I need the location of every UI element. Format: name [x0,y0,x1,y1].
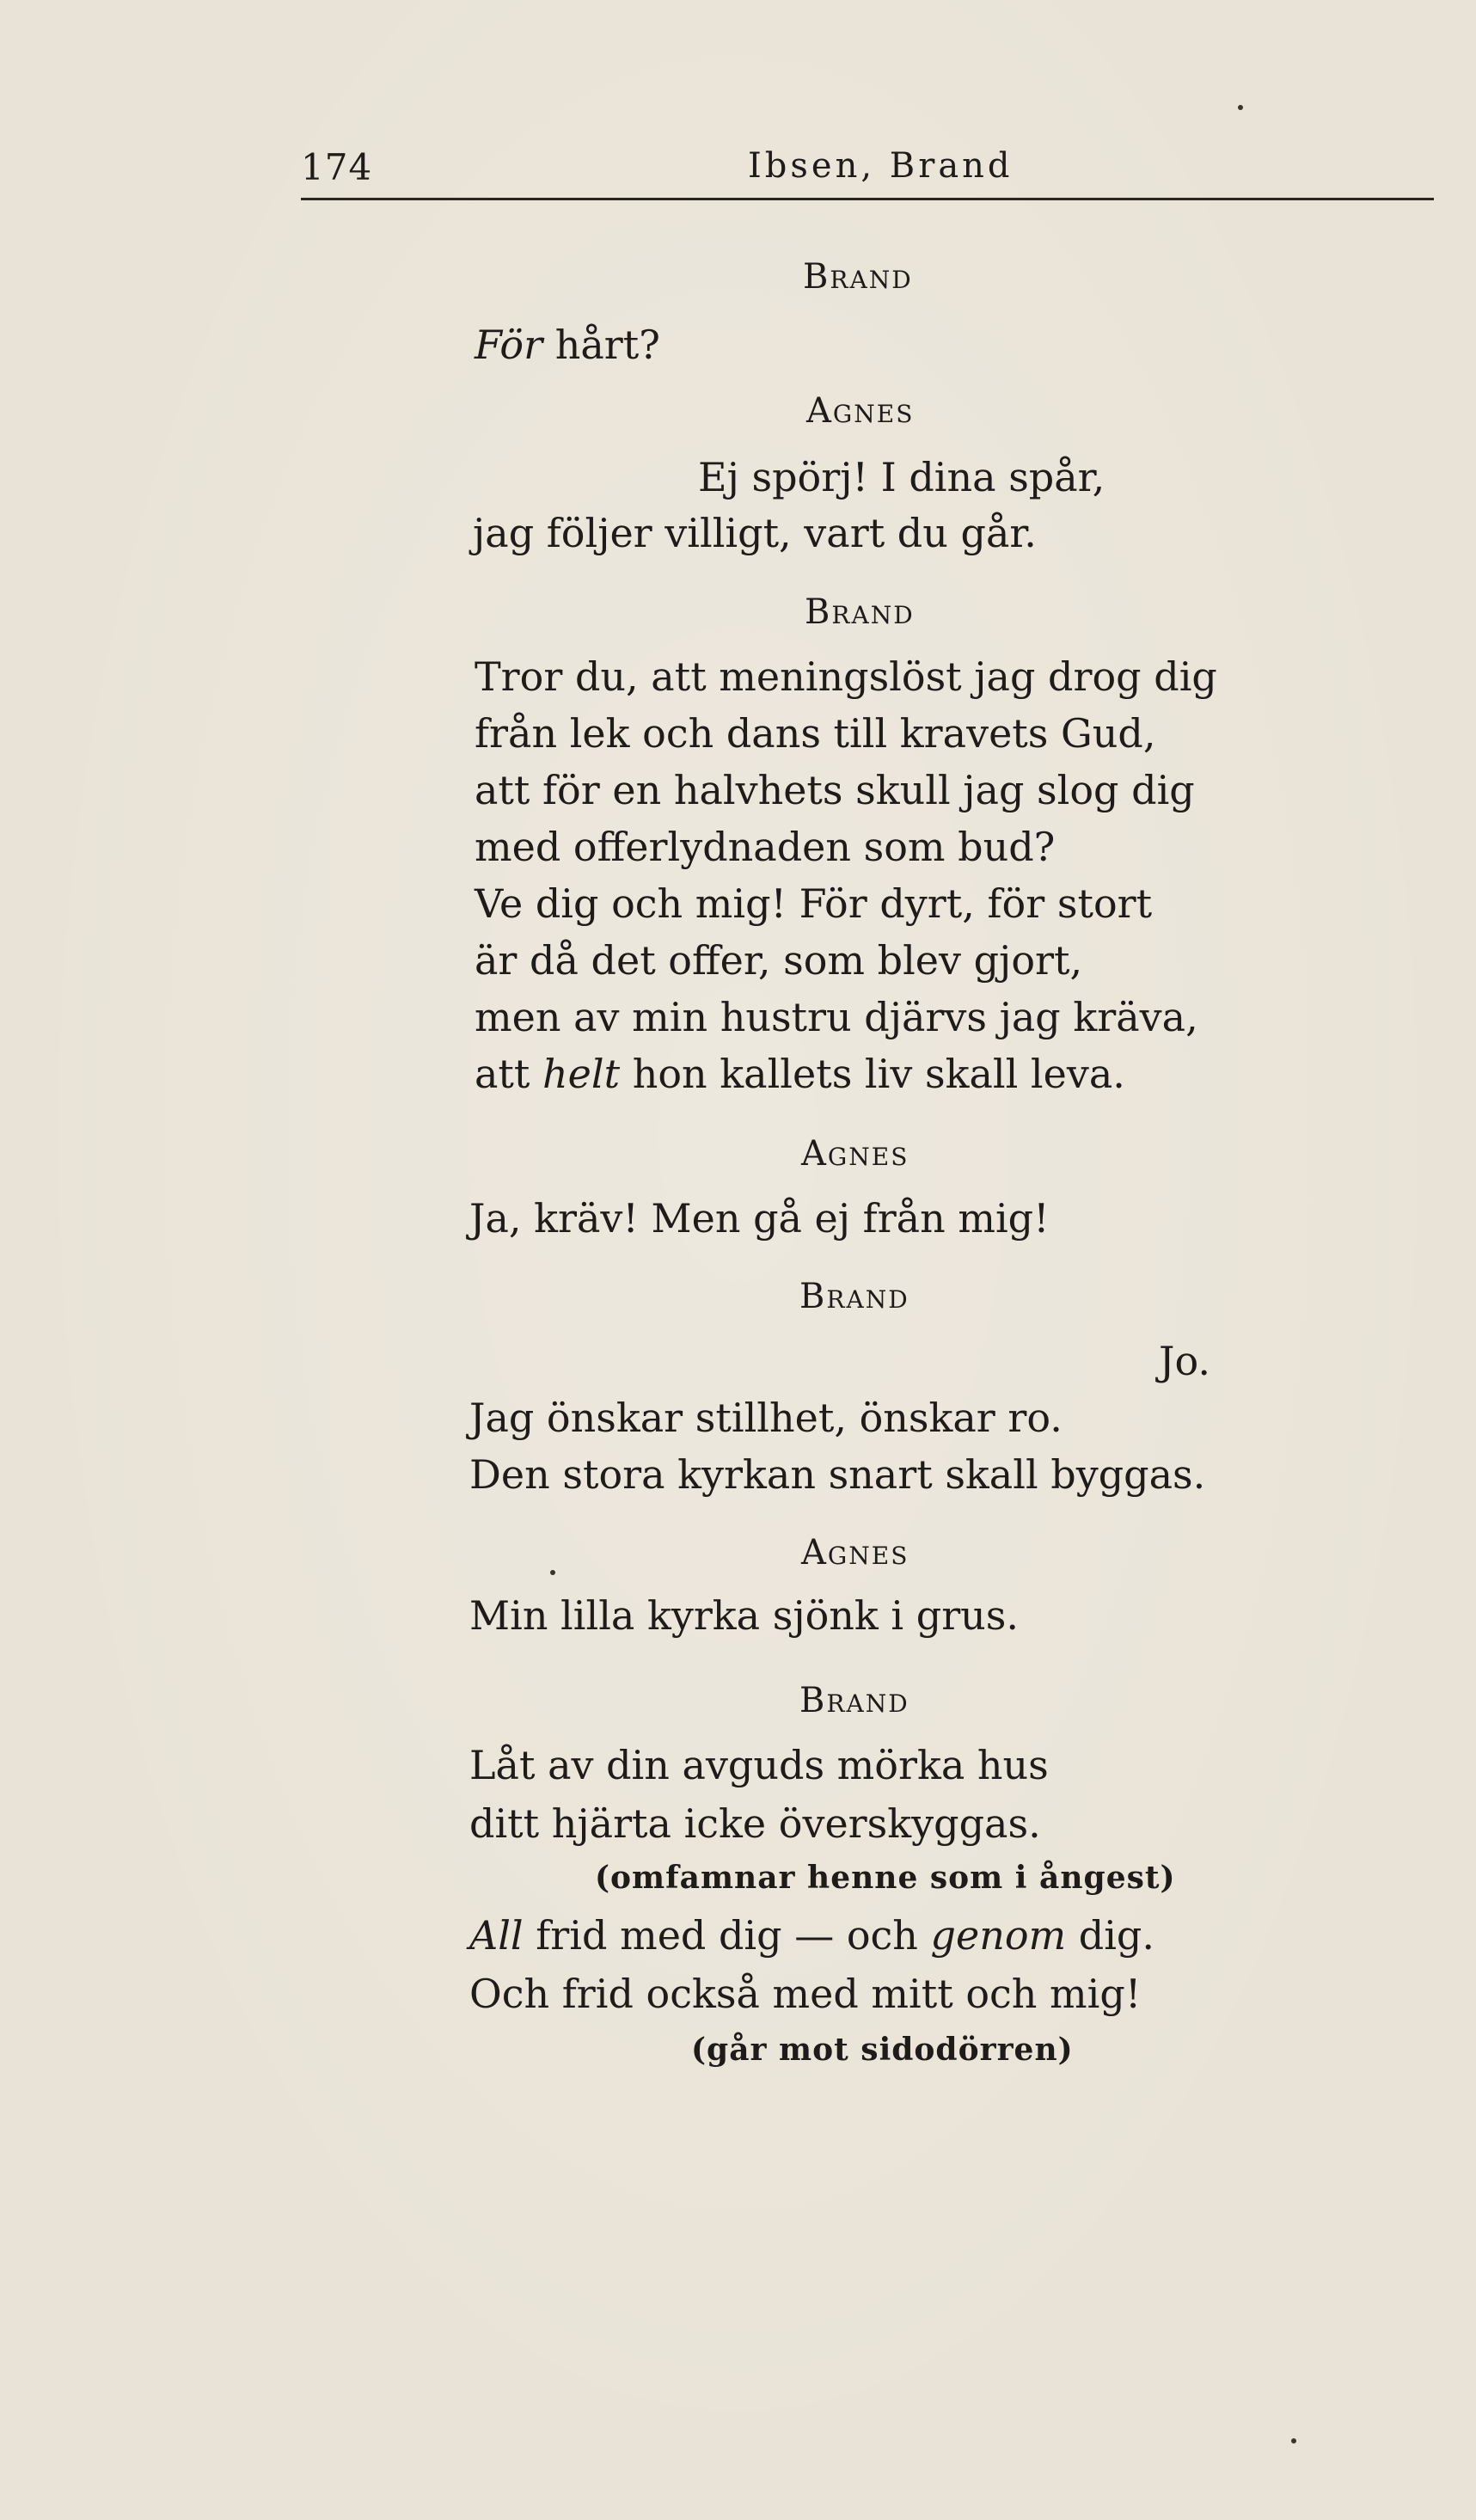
verse-line: Min lilla kyrka sjönk i grus. [469,1592,1020,1639]
speaker-agnes: Agnes [806,391,915,431]
verse-line: att helt hon kallets liv skall leva. [475,1051,1125,1097]
verse-line: Jag önskar stillhet, önskar ro. [469,1395,1063,1441]
page-header [301,138,1434,200]
verse-line: jag följer villigt, vart du går. [473,510,1037,556]
verse-line: men av min hustru djärvs jag kräva, [475,994,1198,1040]
stage-direction: (går mot sidodörren) [691,2032,1074,2068]
verse-line: Ej spörj! I dina spår, [698,454,1105,500]
paper-speck [1291,2438,1296,2443]
verse-line: För hårt? [475,322,660,368]
speaker-brand: Brand [799,1681,909,1720]
verse-line: ditt hjärta icke överskyggas. [469,1800,1041,1847]
verse-line: Ve dig och mig! För dyrt, för stort [475,880,1153,927]
speaker-agnes: Agnes [801,1134,909,1174]
verse-line: Tror du, att meningslöst jag drog dig [475,653,1217,700]
verse-line: med offerlydnaden som bud? [475,824,1056,870]
running-head: Ibsen, Brand [748,146,1014,186]
speaker-brand: Brand [803,257,913,297]
speaker-agnes: Agnes [801,1533,909,1573]
speaker-brand: Brand [799,1277,909,1316]
verse-line: från lek och dans till kravets Gud, [475,710,1156,757]
paper-speck [1238,105,1243,110]
verse-line: Den stora kyrkan snart skall byggas. [469,1451,1206,1498]
speaker-brand: Brand [805,592,915,632]
verse-line: Ja, kräv! Men gå ej från mig! [469,1195,1050,1242]
verse-line: Låt av din avguds mörka hus [469,1742,1049,1788]
page-number: 174 [301,146,373,188]
verse-line: att för en halvhets skull jag slog dig [475,767,1195,813]
verse-line: är då det offer, som blev gjort, [475,937,1083,984]
paper-speck [550,1570,555,1575]
verse-line: All frid med dig — och genom dig. [469,1912,1155,1959]
verse-line: Och frid också med mitt och mig! [469,1971,1142,2017]
verse-line: Jo. [1159,1338,1210,1384]
stage-direction: (omfamnar henne som i ångest) [595,1860,1176,1896]
